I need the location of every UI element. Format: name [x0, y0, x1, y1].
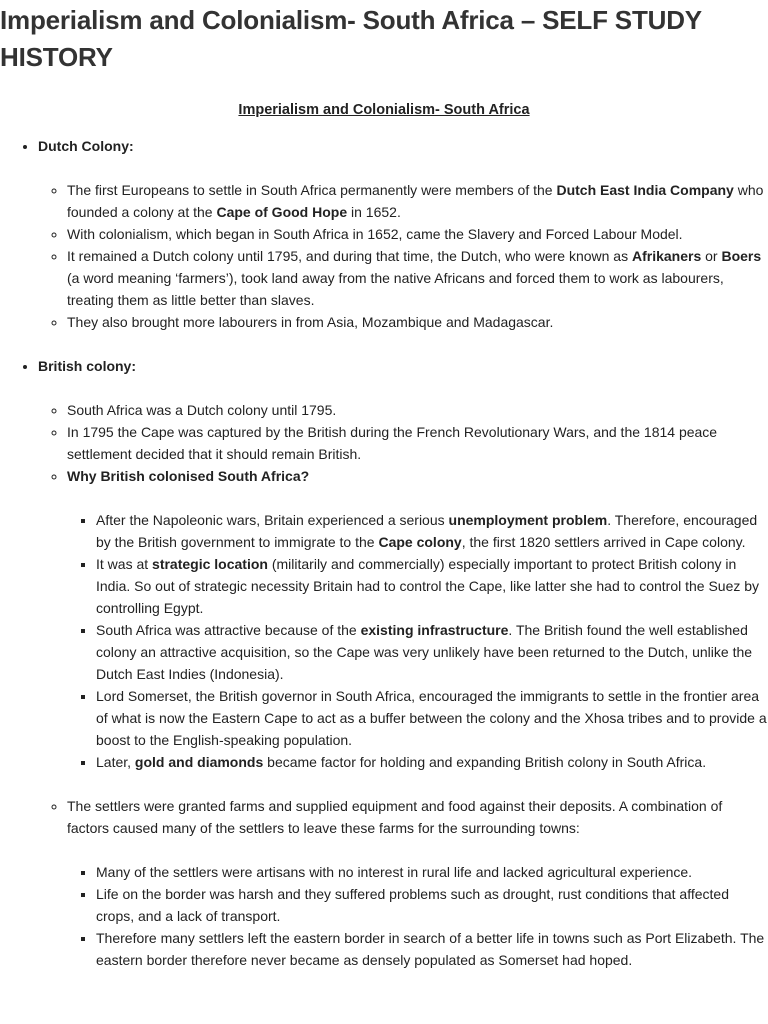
article-subtitle: Imperialism and Colonialism- South Africa	[238, 102, 530, 118]
section-heading-british: • British colony:	[38, 358, 137, 374]
bold-text: Cape of Good Hope	[216, 204, 348, 220]
list-item: ◦ South Africa was a Dutch colony until 1795.	[67, 399, 768, 421]
bold-text: Cape colony	[378, 534, 462, 550]
why-list	[67, 509, 768, 773]
text-run: It remained a Dutch colony until 1795, and during that time, the Dutch, who were known as	[67, 248, 632, 264]
section-list	[0, 135, 768, 971]
list-item: ▪ Therefore many settlers left the eastern border in search of a better life in towns such as Port Elizabeth. The eastern border therefore never became as densely populated as Somerset had hoped.	[96, 927, 768, 971]
list-item	[67, 245, 768, 311]
text-run: in 1652.	[347, 204, 401, 220]
list-item: ◦ They also brought more labourers in from Asia, Mozambique and Madagascar.	[67, 311, 768, 333]
list-item	[96, 751, 768, 773]
text-run: Later,	[96, 754, 135, 770]
text-run: became factor for holding and expanding British colony in South Africa.	[263, 754, 707, 770]
text-run: The first Europeans to settle in South Africa permanently were members of the	[67, 182, 557, 198]
text-run: . Therefore, encouraged by the British government to immigrate to the	[96, 512, 758, 550]
text-run: (a word meaning ‘farmers’), took land away from the native Africans and forced them to work as labourers, treating them as little better than slaves.	[67, 270, 724, 308]
bold-text: strategic location	[152, 556, 268, 572]
text-run: After the Napoleonic wars, Britain experienced a serious	[96, 512, 449, 528]
bold-text: existing infrastructure	[360, 622, 509, 638]
page-title: Imperialism and Colonialism- South Africa – SELF STUDY HISTORY	[0, 5, 702, 72]
bold-text: unemployment problem	[448, 512, 608, 528]
list-item: ◦ With colonialism, which began in South Africa in 1652, came the Slavery and Forced Labour Model.	[67, 223, 768, 245]
text-run: , the first 1820 settlers arrived in Cape colony.	[461, 534, 746, 550]
section-british-colony	[38, 355, 768, 971]
section-heading-dutch: • Dutch Colony:	[38, 138, 134, 154]
section-dutch-colony	[38, 135, 768, 333]
list-item-why	[67, 465, 768, 773]
bold-text: gold and diamonds	[134, 754, 264, 770]
list-item-settlers	[67, 795, 768, 971]
bold-text: Boers	[721, 248, 762, 264]
list-item: ▪ Life on the border was harsh and they suffered problems such as drought, rust conditions that affected crops, and a lack of transport.	[96, 883, 768, 927]
dutch-list	[38, 179, 768, 333]
why-heading: Why British colonised South Africa?	[67, 468, 310, 484]
list-item: ▪ Many of the settlers were artisans with no interest in rural life and lacked agricultural experience.	[96, 861, 768, 883]
settlers-text: The settlers were granted farms and supplied equipment and food against their deposits. A combination of factors caused many of the settlers to leave these farms for the surrounding towns:	[67, 798, 723, 836]
text-run: South Africa was attractive because of the	[96, 622, 361, 638]
text-run: . The British found the well established colony an attractive acquisition, so the Cape was very unlikely have been returned to the Dutch, unlike the Dutch East Indies (Indonesia).	[96, 622, 753, 682]
text-run: or	[701, 248, 722, 264]
list-item	[67, 179, 768, 223]
text-run: (militarily and commercially) especially important to protect British colony in India. So out of strategic necessity Britain had to control the Cape, like latter she had to control the Suez by controlling Egypt.	[96, 556, 760, 616]
british-list	[38, 399, 768, 971]
list-item: ▪ Lord Somerset, the British governor in South Africa, encouraged the immigrants to settle in the frontier area of what is now the Eastern Cape to act as a buffer between the colony and the Xhosa tribes and to provide a boost to the English-speaking population.	[96, 685, 768, 751]
bold-text: Afrikaners	[631, 248, 702, 264]
list-item	[96, 619, 768, 685]
text-run: It was at	[96, 556, 153, 572]
list-item	[96, 509, 768, 553]
settlers-list	[67, 861, 768, 971]
list-item: ◦ In 1795 the Cape was captured by the British during the French Revolutionary Wars, and the 1814 peace settlement decided that it should remain British.	[67, 421, 768, 465]
bold-text: Dutch East India Company	[556, 182, 734, 198]
text-run: who founded a colony at the	[67, 182, 764, 220]
list-item	[96, 553, 768, 619]
